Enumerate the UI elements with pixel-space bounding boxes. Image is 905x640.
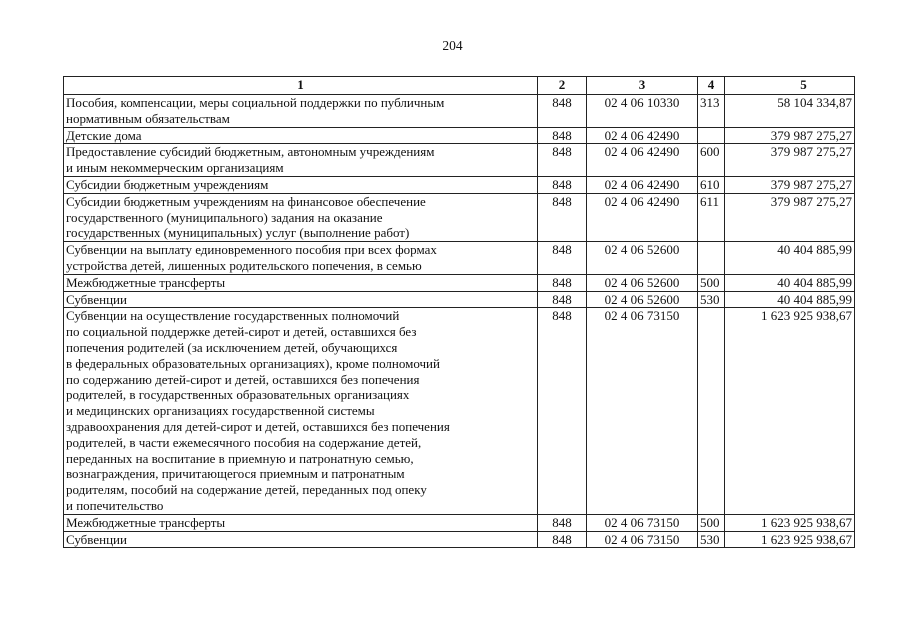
row-name: Субвенции на осуществление государственных полномочий по социальной поддержке детей-сирот и детей, оставшихся без попечения родителей (за исключением детей, обучающихся в федеральных образовательных организациях), кроме полномочий по содержанию детей-сирот и детей, оставшихся без попечения родителей, в государственных образовательных организациях и медицинских организациях государственной системы здравоохранения для детей-сирот и детей, оставшихся без попечения родителей, в части ежемесячного пособия на содержание детей, переданных на воспитание в приемную и патронатную семью, вознаграждения, причитающегося приемным и патронатным родителям, пособий на содержание детей, переданных под опеку и попечительство xyxy=(64,308,538,514)
row-vr xyxy=(698,242,725,275)
row-sum: 1 623 925 938,67 xyxy=(725,514,855,531)
row-vr xyxy=(698,127,725,144)
header-col-5: 5 xyxy=(725,77,855,95)
row-sum: 379 987 275,27 xyxy=(725,176,855,193)
row-vr: 611 xyxy=(698,193,725,241)
row-name: Субвенции xyxy=(64,291,538,308)
row-csr: 02 4 06 42490 xyxy=(587,176,698,193)
row-ved: 848 xyxy=(538,291,587,308)
budget-table xyxy=(63,76,855,548)
row-sum: 379 987 275,27 xyxy=(725,144,855,177)
row-ved: 848 xyxy=(538,242,587,275)
table-row xyxy=(64,193,855,241)
row-ved: 848 xyxy=(538,193,587,241)
table-row xyxy=(64,531,855,548)
row-vr: 530 xyxy=(698,291,725,308)
table-row xyxy=(64,274,855,291)
row-name: Предоставление субсидий бюджетным, автономным учреждениям и иным некоммерческим организациям xyxy=(64,144,538,177)
row-vr: 500 xyxy=(698,274,725,291)
row-sum: 40 404 885,99 xyxy=(725,291,855,308)
row-vr xyxy=(698,308,725,514)
header-col-1: 1 xyxy=(64,77,538,95)
header-row xyxy=(64,77,855,95)
row-sum: 379 987 275,27 xyxy=(725,193,855,241)
row-sum: 1 623 925 938,67 xyxy=(725,308,855,514)
row-name: Межбюджетные трансферты xyxy=(64,274,538,291)
table-row xyxy=(64,291,855,308)
row-vr: 500 xyxy=(698,514,725,531)
row-sum: 379 987 275,27 xyxy=(725,127,855,144)
row-vr: 313 xyxy=(698,95,725,128)
row-ved: 848 xyxy=(538,127,587,144)
table-body xyxy=(64,95,855,548)
row-vr: 530 xyxy=(698,531,725,548)
row-name: Субвенции xyxy=(64,531,538,548)
row-vr: 610 xyxy=(698,176,725,193)
row-ved: 848 xyxy=(538,514,587,531)
row-csr: 02 4 06 52600 xyxy=(587,291,698,308)
row-csr: 02 4 06 42490 xyxy=(587,193,698,241)
table-row xyxy=(64,514,855,531)
table-row xyxy=(64,144,855,177)
row-csr: 02 4 06 52600 xyxy=(587,242,698,275)
header-col-4: 4 xyxy=(698,77,725,95)
row-vr: 600 xyxy=(698,144,725,177)
table-header xyxy=(64,77,855,95)
table-row xyxy=(64,242,855,275)
row-csr: 02 4 06 52600 xyxy=(587,274,698,291)
row-ved: 848 xyxy=(538,531,587,548)
row-name: Субсидии бюджетным учреждениям на финансовое обеспечение государственного (муниципального) задания на оказание государственных (муниципальных) услуг (выполнение работ) xyxy=(64,193,538,241)
row-ved: 848 xyxy=(538,308,587,514)
header-col-2: 2 xyxy=(538,77,587,95)
header-col-3: 3 xyxy=(587,77,698,95)
row-name: Межбюджетные трансферты xyxy=(64,514,538,531)
row-sum: 58 104 334,87 xyxy=(725,95,855,128)
page-number: 204 xyxy=(442,38,463,53)
row-sum: 40 404 885,99 xyxy=(725,274,855,291)
row-csr: 02 4 06 73150 xyxy=(587,531,698,548)
row-ved: 848 xyxy=(538,95,587,128)
row-ved: 848 xyxy=(538,144,587,177)
table-row xyxy=(64,95,855,128)
row-name: Пособия, компенсации, меры социальной поддержки по публичным нормативным обязательствам xyxy=(64,95,538,128)
row-csr: 02 4 06 73150 xyxy=(587,514,698,531)
row-sum: 40 404 885,99 xyxy=(725,242,855,275)
table-row xyxy=(64,308,855,514)
row-csr: 02 4 06 42490 xyxy=(587,144,698,177)
row-name: Субвенции на выплату единовременного пособия при всех формах устройства детей, лишенных родительского попечения, в семью xyxy=(64,242,538,275)
row-ved: 848 xyxy=(538,176,587,193)
row-csr: 02 4 06 10330 xyxy=(587,95,698,128)
row-name: Субсидии бюджетным учреждениям xyxy=(64,176,538,193)
row-csr: 02 4 06 42490 xyxy=(587,127,698,144)
row-csr: 02 4 06 73150 xyxy=(587,308,698,514)
row-ved: 848 xyxy=(538,274,587,291)
table-row xyxy=(64,127,855,144)
row-sum: 1 623 925 938,67 xyxy=(725,531,855,548)
table-row xyxy=(64,176,855,193)
row-name: Детские дома xyxy=(64,127,538,144)
